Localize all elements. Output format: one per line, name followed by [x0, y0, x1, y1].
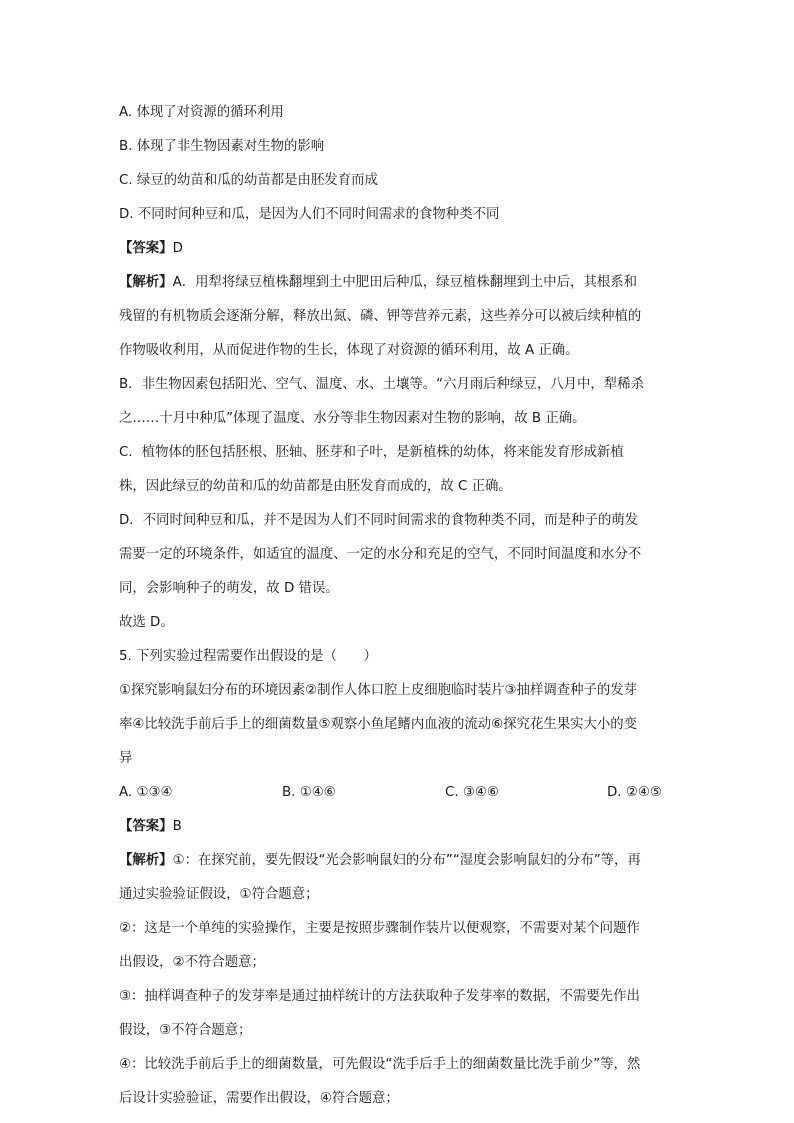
q4-analysis-line: 需要一定的环境条件，如适宜的温度、一定的水分和充足的空气，不同时间温度和水分不 [119, 547, 642, 562]
q5-analysis-text: ①：在探究前，要先假设“光会影响鼠妇的分布”“湿度会影响鼠妇的分布”等，再 [172, 853, 641, 868]
q4-conclusion: 故选 D。 [119, 615, 174, 630]
q4-answer-value: D [172, 241, 183, 256]
q5-analysis-line: 通过实验验证假设，①符合题意； [119, 887, 319, 902]
q5-analysis-line [119, 852, 674, 869]
q4-option-c: C. 绿豆的幼苗和瓜的幼苗都是由胚发育而成 [119, 173, 378, 188]
q5-option-b: B. ①④⑥ [282, 785, 336, 800]
q5-analysis-line: 后设计实验验证，需要作出假设，④符合题意； [119, 1091, 399, 1106]
q5-option-c: C. ③④⑥ [445, 785, 499, 800]
q5-items-line: ①探究影响鼠妇分布的环境因素②制作人体口腔上皮细胞临时装片③抽样调查种子的发芽 [119, 683, 638, 698]
q5-answer-value: B [172, 819, 182, 834]
q4-analysis-line: 同，会影响种子的萌发，故 D 错误。 [119, 581, 339, 596]
q5-analysis-line: ③：抽样调查种子的发芽率是通过抽样统计的方法获取种子发芽率的数据，不需要先作出 [119, 989, 640, 1004]
q4-analysis-text: A．用犁将绿豆植株翻埋到土中肥田后种瓜，绿豆植株翻埋到土中后，其根系和 [172, 275, 638, 290]
q4-analysis-line: 残留的有机物质会逐渐分解，释放出氮、磷、钾等营养元素，这些养分可以被后续种植的 [119, 309, 642, 324]
q5-answer [119, 818, 674, 835]
q5-option-a: A. ①③④ [119, 785, 173, 800]
q5-analysis-line: ②：这是一个单纯的实验操作，主要是按照步骤制作装片以便观察，不需要对某个问题作 [119, 921, 640, 936]
q5-option-d: D. ②④⑤ [607, 785, 662, 800]
q5-answer-label: 【答案】 [119, 819, 173, 834]
q4-analysis-line: 作物吸收利用，从而促进作物的生长，体现了对资源的循环利用，故 A 正确。 [119, 343, 579, 358]
q5-items-line: 率④比较洗手前后手上的细菌数量⑤观察小鱼尾鳍内血液的流动⑥探究花生果实大小的变 [119, 717, 638, 732]
q5-analysis-line: 假设，③不符合题意； [119, 1023, 252, 1038]
q4-analysis-line: C．植物体的胚包括胚根、胚轴、胚芽和子叶，是新植株的幼体，将来能发育形成新植 [119, 445, 624, 460]
q5-analysis-label: 【解析】 [119, 853, 173, 868]
q4-option-b: B. 体现了非生物因素对生物的影响 [119, 139, 325, 154]
q4-analysis-line [119, 274, 674, 291]
q5-analysis-line: 出假设，②不符合题意； [119, 955, 265, 970]
q5-stem: 5. 下列实验过程需要作出假设的是（ ） [119, 649, 378, 664]
q4-analysis-line: 之……十月中种瓜”体现了温度、水分等非生物因素对生物的影响，故 B 正确。 [119, 411, 586, 426]
q5-options [119, 784, 674, 801]
q4-analysis-line: 株，因此绿豆的幼苗和瓜的幼苗都是由胚发育而成的，故 C 正确。 [119, 479, 512, 494]
q4-analysis-line: B．非生物因素包括阳光、空气、温度、水、土壤等。“六月雨后种绿豆，八月中，犁稀杀 [119, 377, 644, 392]
q4-option-d: D. 不同时间种豆和瓜，是因为人们不同时间需求的食物种类不同 [119, 207, 500, 222]
q4-analysis-line: D．不同时间种豆和瓜，并不是因为人们不同时间需求的食物种类不同，而是种子的萌发 [119, 513, 639, 528]
q4-answer [119, 240, 674, 257]
q5-items-line: 异 [119, 751, 133, 766]
q5-analysis-line: ④：比较洗手前后手上的细菌数量，可先假设“洗手后手上的细菌数量比洗手前少”等，然 [119, 1057, 641, 1072]
q4-analysis-label: 【解析】 [119, 275, 173, 290]
q4-option-a: A. 体现了对资源的循环利用 [119, 105, 284, 120]
q4-answer-label: 【答案】 [119, 241, 173, 256]
